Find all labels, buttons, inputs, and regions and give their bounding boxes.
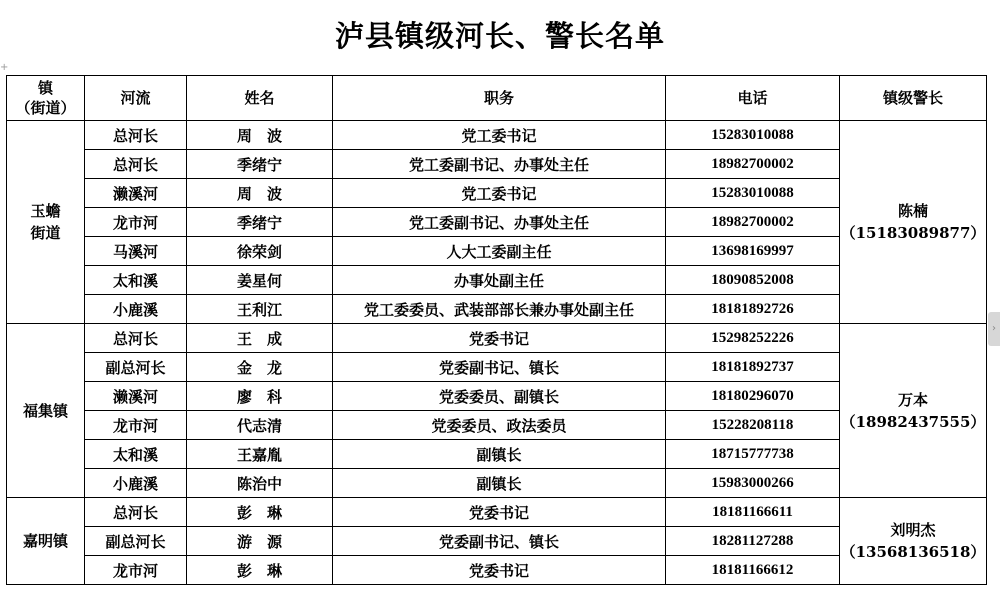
name-cell: 徐荣剑 <box>187 237 333 266</box>
page-title: 泸县镇级河长、警长名单 <box>334 19 665 53</box>
river-cell: 太和溪 <box>85 266 187 295</box>
position-cell: 党工委书记 <box>333 121 666 150</box>
name-cell: 姜星何 <box>187 266 333 295</box>
position-cell: 党工委副书记、办事处主任 <box>333 150 666 179</box>
phone-cell: 15298252226 <box>666 324 840 353</box>
town-name-line1: 玉蟾 <box>30 202 61 220</box>
phone-cell: 18090852008 <box>666 266 840 295</box>
river-cell: 总河长 <box>85 324 187 353</box>
police-chief-cell <box>840 498 987 585</box>
name-cell: 王 成 <box>187 324 333 353</box>
phone-cell: 15228208118 <box>666 411 840 440</box>
position-cell: 党委书记 <box>333 498 666 527</box>
phone-cell: 18180296070 <box>666 382 840 411</box>
table-row <box>7 498 987 527</box>
phone-cell: 18982700002 <box>666 208 840 237</box>
phone-cell: 15283010088 <box>666 179 840 208</box>
river-cell: 副总河长 <box>85 353 187 382</box>
name-cell: 廖 科 <box>187 382 333 411</box>
name-cell: 季绪宁 <box>187 208 333 237</box>
header-phone: 电话 <box>666 76 840 121</box>
river-cell: 小鹿溪 <box>85 295 187 324</box>
name-cell: 游 源 <box>187 527 333 556</box>
town-name-line2: 街道 <box>30 224 61 242</box>
position-cell: 办事处副主任 <box>333 266 666 295</box>
phone-cell: 18181892737 <box>666 353 840 382</box>
river-cell: 总河长 <box>85 121 187 150</box>
police-chief-cell <box>840 121 987 324</box>
header-town-line1: 镇 <box>37 79 53 97</box>
river-cell: 龙市河 <box>85 411 187 440</box>
river-cell: 太和溪 <box>85 440 187 469</box>
phone-cell: 18982700002 <box>666 150 840 179</box>
name-cell: 季绪宁 <box>187 150 333 179</box>
position-cell: 人大工委副主任 <box>333 237 666 266</box>
phone-cell: 13698169997 <box>666 237 840 266</box>
river-cell: 龙市河 <box>85 556 187 585</box>
police-chief-phone: （18982437555） <box>840 412 986 431</box>
position-cell: 党委书记 <box>333 324 666 353</box>
name-cell: 代志清 <box>187 411 333 440</box>
name-cell: 周 波 <box>187 121 333 150</box>
river-cell: 总河长 <box>85 498 187 527</box>
header-river: 河流 <box>85 76 187 121</box>
position-cell: 副镇长 <box>333 440 666 469</box>
position-cell: 党委书记 <box>333 556 666 585</box>
river-cell: 总河长 <box>85 150 187 179</box>
phone-cell: 18281127288 <box>666 527 840 556</box>
position-cell: 党委委员、副镇长 <box>333 382 666 411</box>
position-cell: 党委副书记、镇长 <box>333 353 666 382</box>
header-position: 职务 <box>333 76 666 121</box>
town-name-line1: 嘉明镇 <box>22 532 68 550</box>
header-town-line2: （街道） <box>15 99 76 117</box>
town-cell <box>7 498 85 585</box>
position-cell: 副镇长 <box>333 469 666 498</box>
river-cell: 濑溪河 <box>85 179 187 208</box>
header-police: 镇级警长 <box>840 76 987 121</box>
position-cell: 党委委员、政法委员 <box>333 411 666 440</box>
river-cell: 副总河长 <box>85 527 187 556</box>
police-chief-cell <box>840 324 987 498</box>
name-cell: 彭 琳 <box>187 498 333 527</box>
town-cell <box>7 121 85 324</box>
name-cell: 王利江 <box>187 295 333 324</box>
position-cell: 党工委委员、武装部部长兼办事处副主任 <box>333 295 666 324</box>
town-name-line1: 福集镇 <box>22 401 68 420</box>
name-cell: 陈治中 <box>187 469 333 498</box>
corner-crop-mark: + <box>0 62 9 73</box>
name-cell: 王嘉胤 <box>187 440 333 469</box>
header-town <box>7 76 85 121</box>
police-chief-name: 万本 <box>897 390 928 409</box>
police-chief-name: 陈楠 <box>897 202 928 220</box>
name-cell: 彭 琳 <box>187 556 333 585</box>
position-cell: 党工委副书记、办事处主任 <box>333 208 666 237</box>
position-cell: 党工委书记 <box>333 179 666 208</box>
river-cell: 马溪河 <box>85 237 187 266</box>
table-row <box>7 121 987 150</box>
phone-cell: 18715777738 <box>666 440 840 469</box>
river-cell: 龙市河 <box>85 208 187 237</box>
position-cell: 党委副书记、镇长 <box>333 527 666 556</box>
name-cell: 金 龙 <box>187 353 333 382</box>
police-chief-name: 刘明杰 <box>890 521 936 539</box>
phone-cell: 18181166611 <box>666 498 840 527</box>
phone-cell: 18181166612 <box>666 556 840 585</box>
town-cell <box>7 324 85 498</box>
phone-cell: 15283010088 <box>666 121 840 150</box>
phone-cell: 15983000266 <box>666 469 840 498</box>
table-header-row <box>7 76 987 121</box>
river-cell: 濑溪河 <box>85 382 187 411</box>
table-row <box>7 324 987 353</box>
river-chief-table <box>6 75 987 585</box>
header-name: 姓名 <box>187 76 333 121</box>
phone-cell: 18181892726 <box>666 295 840 324</box>
river-cell: 小鹿溪 <box>85 469 187 498</box>
police-chief-phone: （15183089877） <box>840 224 986 242</box>
side-scroll-handle[interactable]: › <box>988 312 1000 346</box>
name-cell: 周 波 <box>187 179 333 208</box>
police-chief-phone: （13568136518） <box>840 543 986 561</box>
